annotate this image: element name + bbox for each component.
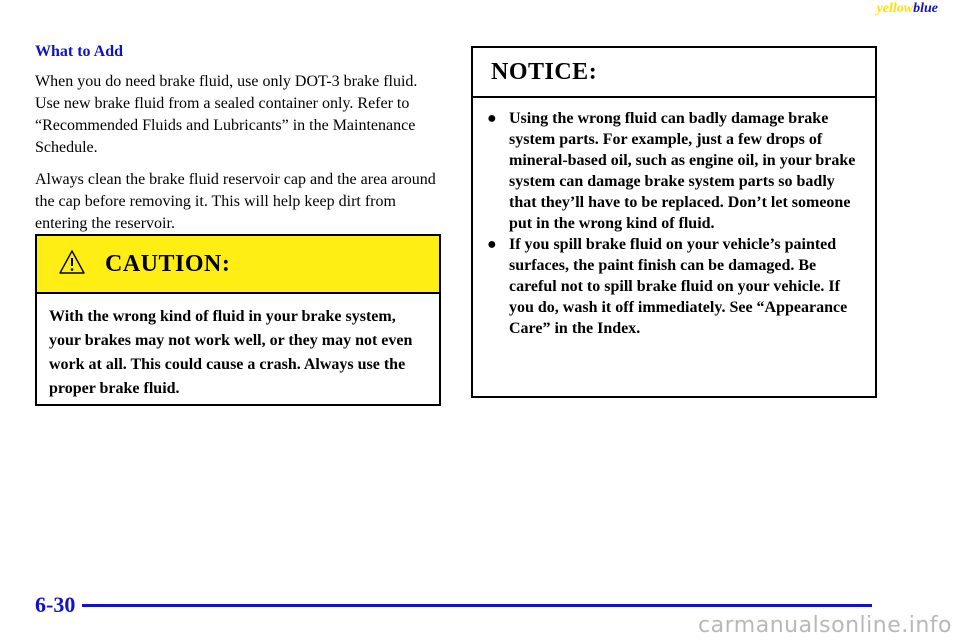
notice-title: NOTICE: — [491, 58, 598, 85]
section-heading: What to Add — [35, 43, 124, 60]
notice-item-text: If you spill brake fluid on your vehicle’s painted surfaces, the paint finish can be damaged. Be careful not to spill brake fluid on your vehicle. If you do, wash it off immediately. See “Appearance Care” in the Index. — [509, 236, 848, 337]
list-item — [487, 234, 861, 339]
warning-triangle-icon — [59, 250, 85, 274]
color-tag — [877, 1, 938, 17]
notice-box — [471, 46, 877, 398]
left-column — [35, 42, 443, 245]
footer-rule — [82, 604, 872, 607]
caution-header — [37, 236, 439, 294]
bullet-icon: ● — [487, 236, 497, 253]
body-paragraph: When you do need brake fluid, use only DOT-3 brake fluid. Use new brake fluid from a sealed container only. Refer to “Recommended Fluids and Lubricants” in the Maintenance Schedule. — [35, 73, 418, 156]
color-tag-blue: blue — [913, 1, 938, 16]
watermark: carmanualsonline.info — [698, 613, 952, 638]
notice-list — [473, 98, 875, 339]
caution-box — [35, 234, 441, 406]
caution-body: With the wrong kind of fluid in your brake system, your brakes may not work well, or they may not even work at all. This could cause a crash. Always use the proper brake fluid. — [49, 308, 413, 397]
color-tag-yellow: yellow — [876, 1, 914, 16]
caution-title: CAUTION: — [105, 250, 231, 277]
notice-item-text: Using the wrong fluid can badly damage brake system parts. For example, just a few drops of mineral-based oil, such as engine oil, in your brake system can damage brake system parts so badly that they’ll have to be replaced. Don’t let someone put in the wrong kind of fluid. — [509, 110, 856, 232]
body-paragraph: Always clean the brake fluid reservoir cap and the area around the cap before removing it. This will help keep dirt from entering the reservoir. — [35, 171, 436, 232]
list-item — [487, 108, 861, 234]
page-number: 6-30 — [35, 592, 76, 617]
notice-header — [473, 48, 875, 98]
bullet-icon: ● — [487, 110, 497, 127]
